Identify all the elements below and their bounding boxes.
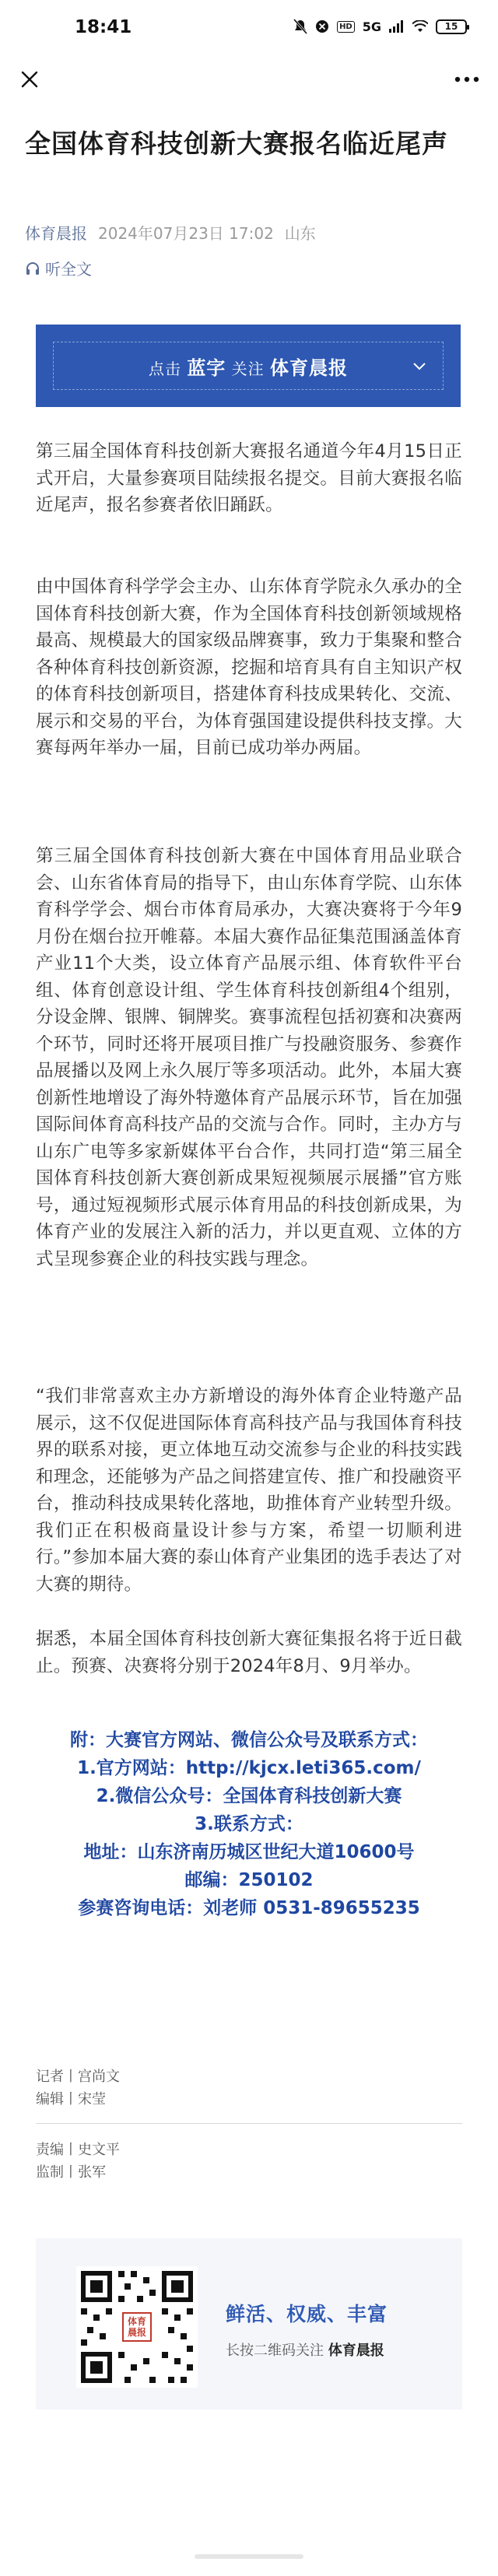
hd-badge: HD bbox=[337, 21, 355, 33]
qr-footer-card bbox=[36, 2238, 462, 2409]
chevron-down-icon bbox=[412, 359, 426, 373]
follow-middle: 关注 bbox=[231, 359, 265, 378]
paragraph-schedule: 据悉，本届全国体育科技创新大赛征集报名将于近日截止。预赛、决赛将分别于2024年8月、9月举办。 bbox=[36, 1629, 462, 1676]
signal-icon bbox=[389, 20, 405, 33]
listen-button[interactable] bbox=[25, 257, 92, 279]
qr-hint bbox=[226, 2339, 384, 2360]
credit-supervisor: 监制丨张军 bbox=[36, 2164, 106, 2181]
follow-highlight: 蓝字 bbox=[187, 356, 226, 379]
paragraph-intro: 第三届全国体育科技创新大赛报名通道今年4月15日正式开启，大量参赛项目陆续报名提交。目前大赛报名临近尾声，报名参赛者依旧踊跃。 bbox=[36, 441, 462, 515]
contact-wechat: 2.微信公众号：全国体育科技创新大赛 bbox=[96, 1786, 402, 1806]
article-title: 全国体育科技创新大赛报名临近尾声 bbox=[25, 128, 448, 159]
contact-heading: 附：大赛官方网站、微信公众号及联系方式： bbox=[70, 1730, 428, 1750]
contact-phone[interactable]: 参赛咨询电话：刘老师 0531-89655235 bbox=[78, 1898, 420, 1918]
network-label: 5G bbox=[362, 19, 381, 34]
status-icons bbox=[293, 19, 467, 34]
qr-hint-prefix: 长按二维码关注 bbox=[226, 2343, 324, 2359]
follow-prefix: 点击 bbox=[148, 359, 181, 378]
banner-frame bbox=[53, 342, 444, 390]
credit-chief-editor: 责编丨史文平 bbox=[36, 2142, 120, 2158]
status-bar bbox=[0, 0, 498, 54]
follow-account: 体育晨报 bbox=[270, 356, 349, 379]
battery-icon: 15 bbox=[436, 19, 467, 34]
article-datetime: 2024年07月23日 17:02 bbox=[98, 224, 274, 243]
contact-website[interactable]: 1.官方网站：http://kjcx.leti365.com/ bbox=[77, 1758, 421, 1778]
article-source-link[interactable]: 体育晨报 bbox=[25, 224, 87, 243]
article-location: 山东 bbox=[284, 224, 316, 243]
article-meta bbox=[25, 221, 316, 244]
follow-banner[interactable] bbox=[36, 325, 461, 407]
qr-logo-text: 体育晨报 bbox=[127, 2316, 146, 2338]
paragraph-organizers: 由中国体育科学学会主办、山东体育学院永久承办的全国体育科技创新大赛，作为全国体育科技创新领域规格最高、规模最大的国家级品牌赛事，致力于集聚和整合各种体育科技创新资源，挖掘和培育具有自主知识产权的体育科技创新项目，搭建体育科技成果转化、交流、展示和交易的平台，为体育强国建设提供科技支撑。大赛每两年举办一届，目前已成功举办两届。 bbox=[36, 577, 462, 758]
paragraph-details: 第三届全国体育科技创新大赛在中国体育用品业联合会、山东省体育局的指导下，由山东体育学院、山东体育科学学会、烟台市体育局承办，大赛决赛将于今年9月份在烟台拉开帷幕。本届大赛作品征集范围涵盖体育产业11个大类，设立体育产品展示组、体育软件平台组、体育创意设计组、学生体育科技创新组4个组别，分设金牌、银牌、铜牌奖。赛事流程包括初赛和决赛两个环节，同时还将开展项目推广与投融资服务、参赛作品展播以及网上永久展厅等多项活动。此外，本届大赛创新性地增设了海外特邀体育产品展示环节，旨在加强国际间体育高科技产品的交流与合作。同时，主办方与山东广电等多家新媒体平台合作，共同打造“第三届全国体育科技创新大赛创新成果短视频展示展播”官方账号，通过短视频形式展示体育用品的科技创新成果，为体育产业的发展注入新的活力，并以更直观、立体的方式呈现参赛企业的科技实践与理念。 bbox=[36, 846, 462, 1269]
contact-subheading: 3.联系方式： bbox=[195, 1814, 303, 1834]
contact-postcode: 邮编：250102 bbox=[184, 1870, 314, 1890]
home-indicator[interactable] bbox=[195, 2554, 303, 2559]
close-button[interactable] bbox=[14, 64, 45, 95]
close-circle-icon bbox=[315, 19, 329, 33]
status-time: 18:41 bbox=[75, 17, 132, 37]
qr-code[interactable] bbox=[76, 2266, 198, 2388]
credits-top bbox=[36, 2065, 120, 2111]
headphones-icon bbox=[25, 261, 40, 276]
nav-bar bbox=[0, 54, 498, 106]
credits-bottom bbox=[36, 2139, 120, 2184]
credit-reporter: 记者丨宫尚文 bbox=[36, 2069, 120, 2085]
credit-editor: 编辑丨宋莹 bbox=[36, 2091, 106, 2107]
more-button[interactable] bbox=[450, 64, 484, 95]
contact-address: 地址：山东济南历城区世纪大道10600号 bbox=[83, 1842, 415, 1862]
close-icon bbox=[20, 70, 39, 89]
wifi-icon bbox=[412, 20, 428, 33]
contact-info bbox=[36, 1726, 462, 1922]
more-icon bbox=[454, 76, 479, 82]
credits-divider bbox=[36, 2123, 462, 2124]
paragraph-quote: “我们非常喜欢主办方新增设的海外体育企业特邀产品展示，这不仅促进国际体育高科技产品与我国体育科技界的联系对接，更立体地互动交流参与企业的科技实践和理念，还能够为产品之间搭建宣传、推广和投融资平台，推动科技成果转化落地，助推体育产业转型升级。我们正在积极商量设计参与方案，希望一切顺利进行。”参加本届大赛的泰山体育产业集团的选手表达了对大赛的期待。 bbox=[36, 1386, 462, 1595]
qr-hint-account: 体育晨报 bbox=[328, 2343, 384, 2359]
listen-label: 听全文 bbox=[45, 260, 92, 279]
qr-slogan: 鲜活、权威、丰富 bbox=[226, 2303, 388, 2325]
mute-icon bbox=[293, 19, 307, 34]
